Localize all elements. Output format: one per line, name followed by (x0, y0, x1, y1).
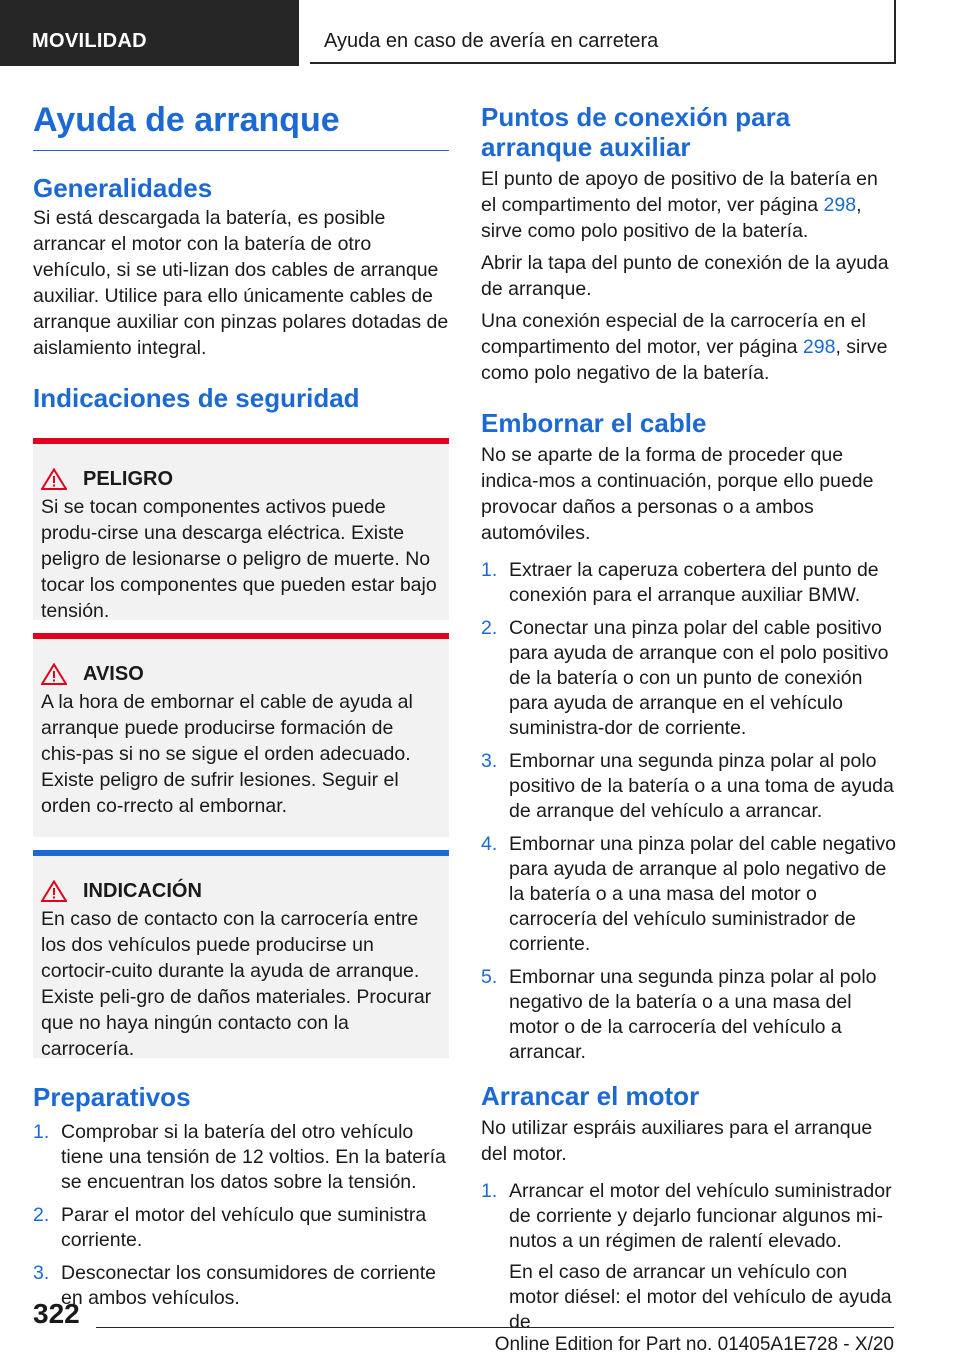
step-text: Extraer la caperuza cobertera del punto de conexión para el arranque auxiliar BMW. (509, 559, 879, 606)
step-text: Embornar una segunda pinza polar al polo positivo de la batería o a una toma de ayuda de arranque del vehículo a arrancar. (509, 750, 894, 822)
safety-heading: Indicaciones de seguridad (33, 383, 360, 413)
indication-notice-text: En caso de contacto con la carrocería entre los dos vehículos puede producirse un cortocir‐cuito durante la ayuda de arranque. Existe peli‐gro de daños materiales. Procurar que no haya ningún contacto con la carrocería. (41, 908, 432, 1060)
caution-notice-text: A la hora de embornar el cable de ayuda al arranque puede producirse formación de chis‐pas si no se sigue el orden adecuado. Existe peligro de sufrir lesiones. Seguir el orden co‐rrecto al embornar. (41, 691, 413, 817)
step-number: 3. (481, 750, 498, 772)
step-number: 2. (481, 617, 498, 639)
step-text: Arrancar el motor del vehículo suministrador de corriente y dejarlo funcionar algunos mi‐nutos a un régimen de ralentí elevado. (509, 1180, 892, 1252)
danger-notice-text: Si se tocan componentes activos puede produ‐cirse una descarga eléctrica. Existe peligro de lesionarse o peligro de muerte. No tocar los componentes que pueden estar bajo tensión. (41, 496, 437, 622)
connection-heading: Puntos de conexión para arranque auxiliar (481, 102, 791, 162)
connection-negative-text: Una conexión especial de la carrocería en el compartimento del motor, ver página 298, sirve como polo negativo de la batería. (481, 310, 888, 384)
step-number: 4. (481, 833, 498, 855)
left-column (33, 98, 449, 1319)
notice-indication (33, 850, 449, 1058)
section-title: MOVILIDAD (32, 30, 147, 52)
step-text: Embornar una pinza polar del cable negativo para ayuda de arranque al polo negativo de la batería o a una masa del motor o carrocería del vehículo suministrador de corriente. (509, 833, 897, 955)
indication-notice-title: INDICACIÓN (83, 880, 202, 902)
prep-heading: Preparativos (33, 1082, 191, 1112)
cable-steps (481, 558, 897, 1065)
list-item (33, 1261, 449, 1311)
start-heading: Arrancar el motor (481, 1081, 700, 1111)
list-item (33, 1203, 449, 1253)
step-number: 1. (481, 559, 498, 581)
list-item (481, 832, 897, 957)
cable-heading: Embornar el cable (481, 408, 707, 438)
list-item (33, 1120, 449, 1195)
section-tab (0, 0, 299, 66)
chapter-title: Ayuda en caso de avería en carretera (324, 30, 659, 52)
step-number: 2. (33, 1204, 50, 1226)
list-item (481, 749, 897, 824)
page-title: Ayuda de arranque (33, 98, 449, 151)
step-number: 1. (481, 1180, 498, 1202)
footer-divider (96, 1327, 894, 1328)
step-text: Desconectar los consumidores de corriente en ambos vehículos. (61, 1262, 437, 1309)
caution-notice-title: AVISO (83, 663, 144, 685)
list-item (481, 616, 897, 741)
step-text: Conectar una pinza polar del cable positivo para ayuda de arranque con el polo positivo de la batería o con un punto de conexión para ayuda de arranque en el vehículo suministra‐dor de corriente. (509, 617, 889, 739)
page-number: 322 (33, 1298, 80, 1329)
list-item (481, 558, 897, 608)
general-heading: Generalidades (33, 173, 213, 203)
warning-triangle-icon (41, 880, 67, 902)
footer-edition: Online Edition for Part no. 01405A1E728 - X/20 (494, 1334, 894, 1355)
chapter-tab (310, 0, 896, 64)
step-number: 3. (33, 1262, 50, 1284)
start-steps (481, 1179, 897, 1335)
page-reference-link[interactable]: 298 (802, 336, 836, 358)
right-column (481, 102, 897, 1343)
warning-triangle-icon (41, 468, 67, 490)
page-reference-link[interactable]: 298 (823, 194, 857, 216)
warning-triangle-icon (41, 663, 67, 685)
danger-notice-title: PELIGRO (83, 468, 174, 490)
step-text: Embornar una segunda pinza polar al polo negativo de la batería o a una masa del motor o de la carrocería del vehículo a arrancar. (509, 966, 877, 1063)
caution-notice (33, 633, 449, 837)
step-text: Parar el motor del vehículo que suministra corriente. (61, 1204, 427, 1251)
prep-steps (33, 1120, 449, 1311)
step-text: Comprobar si la batería del otro vehículo tiene una tensión de 12 voltios. En la batería se encuentran los datos sobre la tensión. (61, 1121, 446, 1193)
general-text: Si está descargada la batería, es posible arrancar el motor con la batería de otro vehículo, si se uti‐lizan dos cables de arranque auxiliar. Utilice para ello únicamente cables de arranque auxiliar con pinzas polares dotadas de aislamiento integral. (33, 207, 449, 359)
start-intro: No utilizar espráis auxiliares para el arranque del motor. (481, 1117, 873, 1165)
danger-notice (33, 438, 449, 620)
list-item (481, 965, 897, 1065)
step-number: 1. (33, 1121, 50, 1143)
step-subparagraph: En el caso de arrancar un vehículo con motor diésel: el motor del vehículo de ayuda de (509, 1261, 892, 1333)
connection-positive-text: El punto de apoyo de positivo de la batería en el compartimento del motor, ver página 298, sirve como polo positivo de la batería. (481, 168, 878, 242)
cable-intro: No se aparte de la forma de proceder que indica‐mos a continuación, porque ello puede provocar daños a personas o a ambos automóviles. (481, 444, 874, 544)
step-number: 5. (481, 966, 498, 988)
list-item (481, 1179, 897, 1335)
connection-open-text: Abrir la tapa del punto de conexión de la ayuda de arranque. (481, 252, 889, 300)
